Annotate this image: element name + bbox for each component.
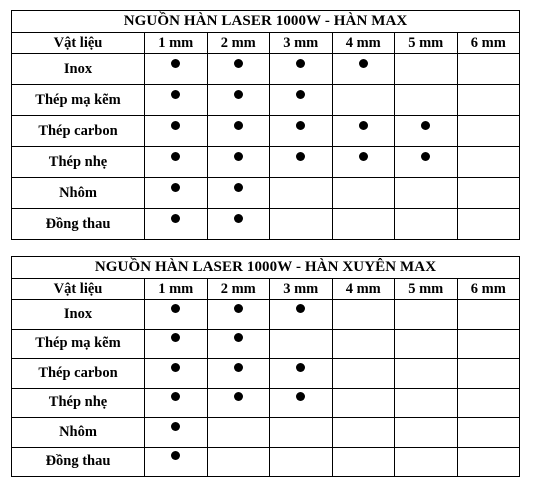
thickness-cell	[457, 329, 520, 359]
supported-dot-icon	[234, 363, 243, 372]
thickness-cell	[395, 300, 458, 330]
thickness-cell	[457, 85, 520, 116]
material-name: Thép nhẹ	[12, 147, 145, 178]
material-name: Thép mạ kẽm	[12, 85, 145, 116]
thickness-cell	[395, 418, 458, 448]
supported-dot-icon	[234, 90, 243, 99]
thickness-cell	[457, 116, 520, 147]
thickness-cell	[332, 300, 395, 330]
thickness-cell	[207, 116, 270, 147]
thickness-cell	[332, 447, 395, 477]
material-name: Thép carbon	[12, 116, 145, 147]
thickness-cell	[395, 116, 458, 147]
table-row	[12, 300, 520, 330]
supported-dot-icon	[171, 304, 180, 313]
thickness-cell	[145, 329, 208, 359]
table-row	[12, 85, 520, 116]
thickness-cell	[145, 447, 208, 477]
thickness-cell	[332, 359, 395, 389]
material-name: Thép mạ kẽm	[12, 329, 145, 359]
table-row	[12, 116, 520, 147]
thickness-cell	[457, 447, 520, 477]
supported-dot-icon	[234, 304, 243, 313]
thickness-cell	[270, 85, 333, 116]
thickness-cell	[332, 329, 395, 359]
thickness-cell	[395, 329, 458, 359]
material-name: Inox	[12, 54, 145, 85]
table-title: NGUỒN HÀN LASER 1000W - HÀN MAX	[12, 11, 520, 33]
thickness-cell	[332, 116, 395, 147]
supported-dot-icon	[234, 392, 243, 401]
thickness-header: 3 mm	[270, 33, 333, 54]
material-header: Vật liệu	[12, 33, 145, 54]
thickness-header: 6 mm	[457, 279, 520, 300]
thickness-cell	[207, 147, 270, 178]
thickness-cell	[332, 209, 395, 240]
thickness-header: 1 mm	[145, 279, 208, 300]
supported-dot-icon	[296, 304, 305, 313]
thickness-cell	[395, 447, 458, 477]
thickness-cell	[207, 388, 270, 418]
thickness-cell	[145, 359, 208, 389]
thickness-cell	[207, 178, 270, 209]
thickness-cell	[145, 116, 208, 147]
thickness-cell	[457, 300, 520, 330]
thickness-cell	[270, 418, 333, 448]
thickness-header: 4 mm	[332, 33, 395, 54]
thickness-cell	[207, 54, 270, 85]
thickness-cell	[270, 147, 333, 178]
thickness-cell	[270, 447, 333, 477]
supported-dot-icon	[171, 183, 180, 192]
supported-dot-icon	[234, 59, 243, 68]
table-row	[12, 147, 520, 178]
thickness-cell	[457, 388, 520, 418]
supported-dot-icon	[359, 121, 368, 130]
supported-dot-icon	[421, 121, 430, 130]
thickness-cell	[270, 359, 333, 389]
supported-dot-icon	[171, 59, 180, 68]
supported-dot-icon	[421, 152, 430, 161]
thickness-cell	[145, 54, 208, 85]
material-name: Thép carbon	[12, 359, 145, 389]
thickness-cell	[395, 388, 458, 418]
supported-dot-icon	[296, 152, 305, 161]
thickness-cell	[395, 85, 458, 116]
thickness-cell	[145, 418, 208, 448]
thickness-cell	[207, 329, 270, 359]
supported-dot-icon	[296, 59, 305, 68]
material-name: Nhôm	[12, 178, 145, 209]
thickness-cell	[457, 147, 520, 178]
supported-dot-icon	[296, 90, 305, 99]
supported-dot-icon	[296, 363, 305, 372]
header-row	[12, 33, 520, 54]
thickness-cell	[145, 209, 208, 240]
supported-dot-icon	[171, 121, 180, 130]
thickness-cell	[457, 418, 520, 448]
thickness-cell	[207, 418, 270, 448]
thickness-cell	[332, 178, 395, 209]
thickness-cell	[207, 209, 270, 240]
table-row	[12, 178, 520, 209]
supported-dot-icon	[234, 121, 243, 130]
thickness-header: 3 mm	[270, 279, 333, 300]
supported-dot-icon	[171, 392, 180, 401]
material-name: Đồng thau	[12, 209, 145, 240]
header-row	[12, 279, 520, 300]
material-name: Đồng thau	[12, 447, 145, 477]
supported-dot-icon	[171, 422, 180, 431]
thickness-cell	[457, 209, 520, 240]
table-row	[12, 447, 520, 477]
thickness-cell	[395, 359, 458, 389]
thickness-cell	[332, 418, 395, 448]
thickness-header: 5 mm	[395, 33, 458, 54]
supported-dot-icon	[171, 214, 180, 223]
supported-dot-icon	[359, 152, 368, 161]
thickness-cell	[145, 178, 208, 209]
thickness-cell	[457, 359, 520, 389]
material-header: Vật liệu	[12, 279, 145, 300]
table-row	[12, 418, 520, 448]
thickness-cell	[270, 388, 333, 418]
supported-dot-icon	[234, 152, 243, 161]
table-row	[12, 359, 520, 389]
thickness-cell	[395, 147, 458, 178]
welding-table-max	[11, 10, 520, 240]
supported-dot-icon	[296, 392, 305, 401]
supported-dot-icon	[171, 333, 180, 342]
thickness-cell	[145, 300, 208, 330]
table-row	[12, 209, 520, 240]
material-name: Thép nhẹ	[12, 388, 145, 418]
thickness-cell	[270, 300, 333, 330]
table-row	[12, 329, 520, 359]
thickness-cell	[145, 388, 208, 418]
thickness-header: 2 mm	[207, 33, 270, 54]
thickness-cell	[395, 209, 458, 240]
supported-dot-icon	[296, 121, 305, 130]
thickness-header: 1 mm	[145, 33, 208, 54]
thickness-cell	[332, 85, 395, 116]
supported-dot-icon	[171, 451, 180, 460]
thickness-cell	[395, 54, 458, 85]
thickness-cell	[145, 85, 208, 116]
thickness-cell	[457, 178, 520, 209]
thickness-cell	[207, 300, 270, 330]
thickness-header: 5 mm	[395, 279, 458, 300]
thickness-cell	[270, 329, 333, 359]
table-row	[12, 54, 520, 85]
table-row	[12, 388, 520, 418]
thickness-cell	[145, 147, 208, 178]
thickness-cell	[332, 147, 395, 178]
thickness-cell	[207, 85, 270, 116]
material-name: Inox	[12, 300, 145, 330]
thickness-header: 2 mm	[207, 279, 270, 300]
thickness-cell	[395, 178, 458, 209]
supported-dot-icon	[171, 363, 180, 372]
thickness-cell	[207, 447, 270, 477]
thickness-cell	[332, 388, 395, 418]
thickness-cell	[332, 54, 395, 85]
thickness-header: 6 mm	[457, 33, 520, 54]
supported-dot-icon	[171, 90, 180, 99]
supported-dot-icon	[234, 333, 243, 342]
thickness-cell	[457, 54, 520, 85]
thickness-cell	[270, 116, 333, 147]
supported-dot-icon	[234, 183, 243, 192]
material-name: Nhôm	[12, 418, 145, 448]
supported-dot-icon	[359, 59, 368, 68]
thickness-header: 4 mm	[332, 279, 395, 300]
table-title: NGUỒN HÀN LASER 1000W - HÀN XUYÊN MAX	[12, 257, 520, 279]
supported-dot-icon	[171, 152, 180, 161]
thickness-cell	[207, 359, 270, 389]
thickness-cell	[270, 54, 333, 85]
thickness-cell	[270, 209, 333, 240]
thickness-cell	[270, 178, 333, 209]
supported-dot-icon	[234, 214, 243, 223]
welding-table-penetration-max	[11, 256, 520, 477]
